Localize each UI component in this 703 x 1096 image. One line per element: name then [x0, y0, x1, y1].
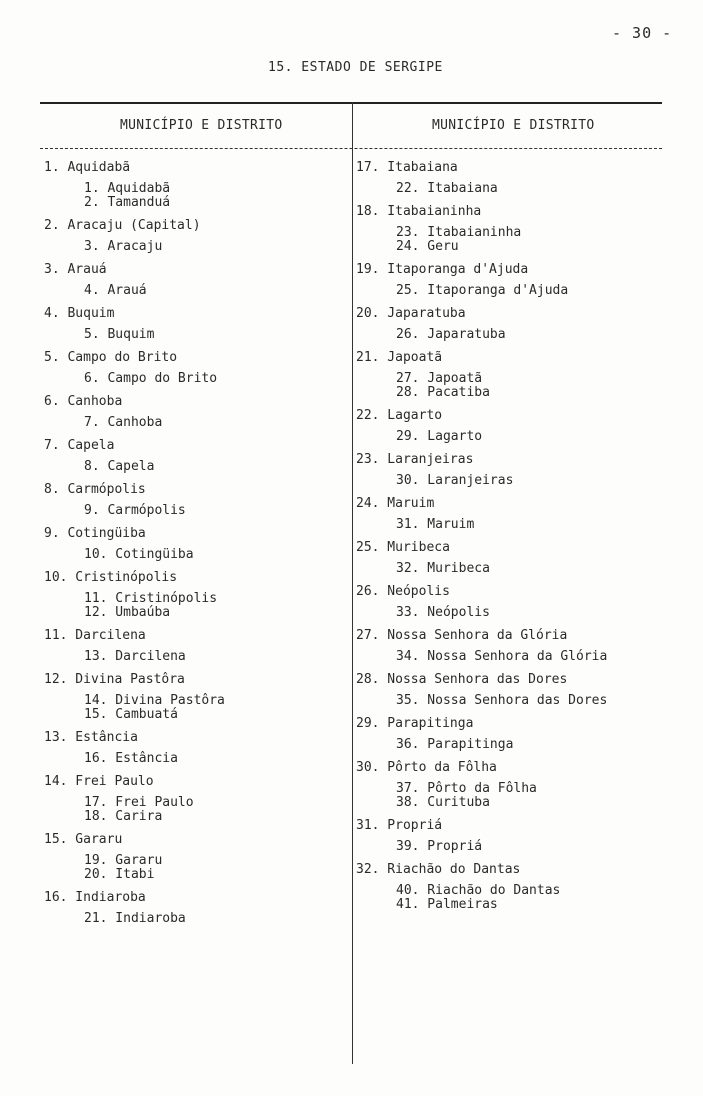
district-list [356, 517, 666, 531]
district-list [44, 853, 344, 881]
municipality-name: 13. Estância [44, 730, 138, 745]
district-name: 38. Curituba [396, 795, 490, 810]
municipality-name: 3. Arauá [44, 262, 107, 277]
district-list [44, 547, 344, 561]
right-column [356, 160, 666, 920]
district-list [44, 283, 344, 297]
district-list [44, 649, 344, 663]
column-divider [352, 102, 353, 1064]
municipality-entry [44, 774, 344, 823]
district-name: 1. Aquidabã [84, 181, 171, 196]
district-list [44, 415, 344, 429]
municipality-entry [44, 628, 344, 663]
district-name: 7. Canhoba [84, 415, 163, 430]
district-name: 20. Itabi [84, 867, 155, 882]
municipality-entry [356, 672, 666, 707]
district-name: 28. Pacatiba [396, 385, 490, 400]
district-list [44, 503, 344, 517]
district-list [44, 591, 344, 619]
municipality-entry [356, 496, 666, 531]
municipality-entry [356, 350, 666, 399]
district-list [356, 781, 666, 809]
municipality-name: 1. Aquidabã [44, 160, 131, 175]
municipality-name: 6. Canhoba [44, 394, 123, 409]
municipality-entry [44, 570, 344, 619]
district-list [44, 459, 344, 473]
municipality-name: 12. Divina Pastôra [44, 672, 185, 687]
district-list [356, 429, 666, 443]
municipality-entry [44, 350, 344, 385]
municipality-name: 30. Pôrto da Fôlha [356, 760, 497, 775]
municipality-name: 22. Lagarto [356, 408, 443, 423]
district-name: 37. Pôrto da Fôlha [396, 781, 537, 796]
district-name: 33. Neópolis [396, 605, 490, 620]
top-rule [40, 102, 662, 104]
municipality-name: 14. Frei Paulo [44, 774, 154, 789]
district-name: 34. Nossa Senhora da Glória [396, 649, 608, 664]
district-list [44, 239, 344, 253]
municipality-entry [356, 540, 666, 575]
municipality-name: 9. Cotingüiba [44, 526, 146, 541]
district-name: 21. Indiaroba [84, 911, 186, 926]
municipality-entry [44, 394, 344, 429]
district-name: 24. Geru [396, 239, 459, 254]
municipality-entry [356, 628, 666, 663]
district-list [44, 751, 344, 765]
district-name: 17. Frei Paulo [84, 795, 194, 810]
municipality-entry [44, 218, 344, 253]
municipality-name: 18. Itabaianinha [356, 204, 482, 219]
district-name: 15. Cambuatá [84, 707, 178, 722]
district-name: 39. Propriá [396, 839, 483, 854]
municipality-name: 26. Neópolis [356, 584, 450, 599]
district-name: 31. Maruim [396, 517, 475, 532]
municipality-entry [356, 760, 666, 809]
district-name: 41. Palmeiras [396, 897, 498, 912]
district-list [44, 911, 344, 925]
district-list [44, 327, 344, 341]
municipality-name: 19. Itaporanga d'Ajuda [356, 262, 529, 277]
municipality-name: 17. Itabaiana [356, 160, 458, 175]
municipality-name: 7. Capela [44, 438, 115, 453]
district-name: 11. Cristinópolis [84, 591, 218, 606]
district-name: 25. Itaporanga d'Ajuda [396, 283, 569, 298]
municipality-name: 28. Nossa Senhora das Dores [356, 672, 568, 687]
municipality-entry [44, 438, 344, 473]
municipality-name: 25. Muribeca [356, 540, 450, 555]
district-list [356, 693, 666, 707]
district-name: 10. Cotingüiba [84, 547, 194, 562]
municipality-name: 16. Indiaroba [44, 890, 146, 905]
district-name: 27. Japoatã [396, 371, 483, 386]
district-list [44, 693, 344, 721]
municipality-entry [44, 730, 344, 765]
municipality-name: 2. Aracaju (Capital) [44, 218, 201, 233]
district-name: 8. Capela [84, 459, 155, 474]
municipality-entry [44, 482, 344, 517]
left-column-header: MUNICÍPIO E DISTRITO [120, 118, 283, 133]
municipality-name: 20. Japaratuba [356, 306, 466, 321]
district-list [44, 795, 344, 823]
municipality-entry [356, 452, 666, 487]
page-number: - 30 - [612, 24, 673, 42]
district-list [356, 327, 666, 341]
district-list [356, 371, 666, 399]
district-list [356, 649, 666, 663]
municipality-entry [356, 862, 666, 911]
district-name: 3. Aracaju [84, 239, 163, 254]
municipality-name: 10. Cristinópolis [44, 570, 178, 585]
district-name: 2. Tamanduá [84, 195, 171, 210]
district-name: 36. Parapitinga [396, 737, 514, 752]
municipality-entry [44, 306, 344, 341]
district-list [356, 181, 666, 195]
district-name: 9. Carmópolis [84, 503, 186, 518]
district-list [356, 737, 666, 751]
district-name: 22. Itabaiana [396, 181, 498, 196]
district-list [356, 283, 666, 297]
district-name: 6. Campo do Brito [84, 371, 218, 386]
district-list [356, 839, 666, 853]
municipality-name: 29. Parapitinga [356, 716, 474, 731]
municipality-name: 5. Campo do Brito [44, 350, 178, 365]
municipality-entry [356, 408, 666, 443]
municipality-entry [44, 672, 344, 721]
municipality-entry [356, 306, 666, 341]
page-title: 15. ESTADO DE SERGIPE [268, 60, 443, 75]
municipality-name: 23. Laranjeiras [356, 452, 474, 467]
header-rule [40, 148, 662, 149]
municipality-name: 15. Gararu [44, 832, 123, 847]
district-name: 18. Carira [84, 809, 163, 824]
municipality-name: 21. Japoatã [356, 350, 443, 365]
municipality-entry [44, 526, 344, 561]
district-name: 13. Darcilena [84, 649, 186, 664]
municipality-entry [44, 832, 344, 881]
municipality-name: 11. Darcilena [44, 628, 146, 643]
district-list [356, 883, 666, 911]
district-name: 14. Divina Pastôra [84, 693, 225, 708]
district-name: 23. Itabaianinha [396, 225, 522, 240]
municipality-name: 31. Propriá [356, 818, 443, 833]
municipality-name: 8. Carmópolis [44, 482, 146, 497]
municipality-entry [356, 584, 666, 619]
district-list [44, 371, 344, 385]
district-name: 16. Estância [84, 751, 178, 766]
district-name: 12. Umbaúba [84, 605, 171, 620]
district-name: 4. Arauá [84, 283, 147, 298]
municipality-name: 24. Maruim [356, 496, 435, 511]
district-name: 32. Muribeca [396, 561, 490, 576]
district-list [356, 605, 666, 619]
municipality-entry [356, 262, 666, 297]
municipality-entry [356, 716, 666, 751]
district-list [356, 225, 666, 253]
district-name: 30. Laranjeiras [396, 473, 514, 488]
district-list [356, 561, 666, 575]
district-list [356, 473, 666, 487]
municipality-entry [44, 890, 344, 925]
municipality-entry [356, 818, 666, 853]
right-column-header: MUNICÍPIO E DISTRITO [432, 118, 595, 133]
district-name: 26. Japaratuba [396, 327, 506, 342]
municipality-name: 32. Riachão do Dantas [356, 862, 521, 877]
municipality-entry [356, 160, 666, 195]
district-name: 5. Buquim [84, 327, 155, 342]
municipality-entry [44, 262, 344, 297]
district-list [44, 181, 344, 209]
municipality-name: 4. Buquim [44, 306, 115, 321]
municipality-name: 27. Nossa Senhora da Glória [356, 628, 568, 643]
district-name: 29. Lagarto [396, 429, 483, 444]
municipality-entry [44, 160, 344, 209]
municipality-entry [356, 204, 666, 253]
left-column [44, 160, 344, 934]
district-name: 19. Gararu [84, 853, 163, 868]
district-name: 35. Nossa Senhora das Dores [396, 693, 608, 708]
district-name: 40. Riachão do Dantas [396, 883, 561, 898]
